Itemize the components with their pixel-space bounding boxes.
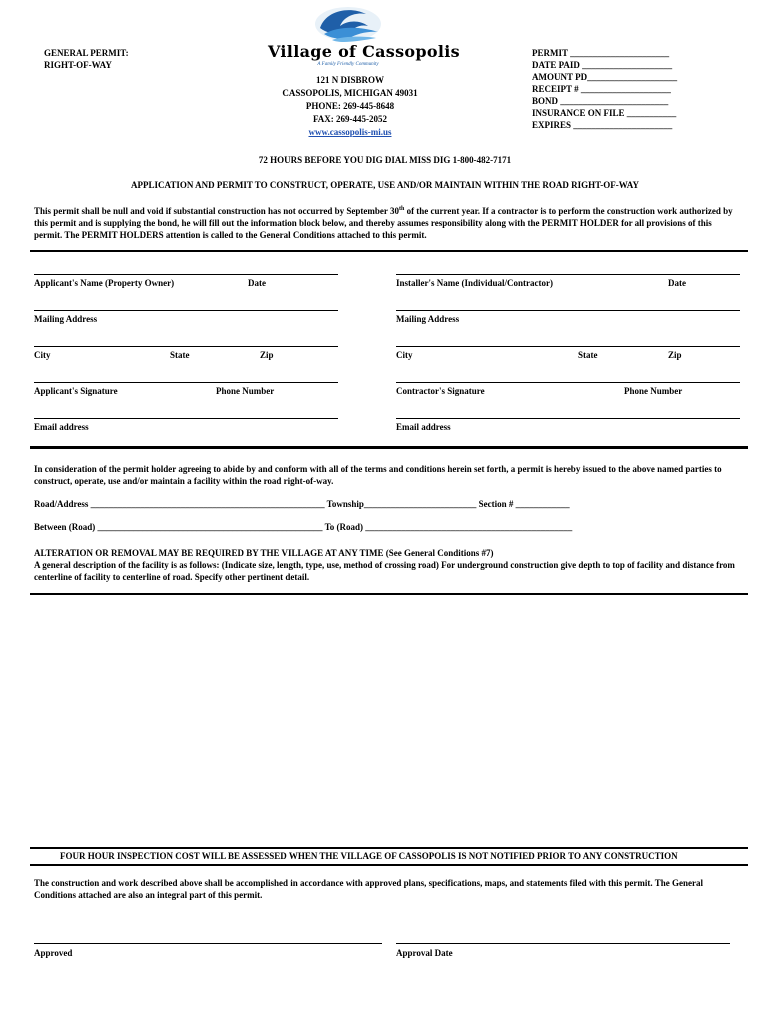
facility-description-instructions: A general description of the facility is as follows: (Indicate size, length, type, use, method of crossing road) For underground construction give depth to top of facility and distance from centerline of facility to centerline of road. Specify other pertinent detail. [34,560,735,582]
expires-field[interactable]: EXPIRES ______________________ [532,120,673,130]
miss-dig-notice: 72 HOURS BEFORE YOU DIG DIAL MISS DIG 1-800-482-7171 [258,155,512,165]
phone-number: PHONE: 269-445-8648 [305,101,395,111]
applicant-name-line[interactable] [34,274,338,275]
approved-line[interactable] [34,943,382,944]
approval-date-label: Approval Date [396,948,453,958]
alteration-notice: ALTERATION OR REMOVAL MAY BE REQUIRED BY THE VILLAGE AT ANY TIME (See General Conditions #7) [34,548,494,558]
amount-paid-field[interactable]: AMOUNT PD____________________ [532,72,678,82]
approval-date-line[interactable] [396,943,730,944]
permit-number-field[interactable]: PERMIT ______________________ [532,48,670,58]
fax-number: FAX: 269-445-2052 [312,114,388,124]
applicant-name-label: Applicant's Name (Property Owner) [34,278,175,288]
address-line2: CASSOPOLIS, MICHIGAN 49031 [282,88,418,98]
applicant-mailing-line[interactable] [34,310,338,311]
installer-email-label: Email address [396,422,451,432]
applicant-zip-label: Zip [260,350,274,360]
applicant-email-line[interactable] [34,418,338,419]
village-tagline: A Family Friendly Community [317,62,379,67]
installer-date-label: Date [668,278,686,288]
consideration-paragraph: In consideration of the permit holder agreeing to abide by and conform with all of the terms and conditions herein set forth, a permit is hereby issued to the above named parties to construct, operate, use and/or maintain a facility within the road right-of-way. [34,464,722,486]
village-logo [268,4,460,72]
address-line1: 121 N DISBROW [315,75,384,85]
permit-type-line1: GENERAL PERMIT: [44,48,129,58]
installer-name-label: Installer's Name (Individual/Contractor) [396,278,553,288]
applicant-city-line[interactable] [34,346,338,347]
installer-state-label: State [578,350,598,360]
applicant-date-label: Date [248,278,266,288]
divider-middle [30,446,748,449]
divider-inspection [30,847,748,849]
installer-mailing-line[interactable] [396,310,740,311]
receipt-field[interactable]: RECEIPT # ____________________ [532,84,671,94]
intro-paragraph: This permit shall be null and void if substantial construction has not occurred by September 30th of the current year. If a contractor is to perform the construction work authorized by this permit and is supplying the bond, he will fill out the information block below, and thereby assumes responsibility along with the PERMIT HOLDER for all provisions of this permit. The PERMIT HOLDERS attention is called to the General Conditions attached to this permit. [34,206,733,240]
closing-paragraph: The construction and work described above shall be accomplished in accordance with approved plans, specifications, maps, and statements filed with this permit. The General Conditions attached are also an integral part of this permit. [34,878,703,900]
applicant-signature-label: Applicant's Signature [34,386,118,396]
installer-phone-label: Phone Number [624,386,683,396]
date-paid-field[interactable]: DATE PAID ____________________ [532,60,673,70]
office-use-fields [532,47,677,131]
inspection-notice: FOUR HOUR INSPECTION COST WILL BE ASSESSED WHEN THE VILLAGE OF CASSOPOLIS IS NOT NOTIFIED PRIOR TO ANY CONSTRUCTION [60,851,678,861]
installer-signature-label: Contractor's Signature [396,386,485,396]
bond-field[interactable]: BOND ________________________ [532,96,669,106]
divider-top [30,250,748,252]
applicant-email-label: Email address [34,422,89,432]
road-address-line[interactable]: Road/Address ____________________________________________________ Township_________________________ Section # ____________ [34,499,570,509]
between-road-line[interactable]: Between (Road) __________________________________________________ To (Road) ______________________________________________ [34,522,573,532]
approved-label: Approved [34,948,73,958]
installer-zip-label: Zip [668,350,682,360]
permit-type [44,47,129,71]
installer-name-line[interactable] [396,274,740,275]
form-title: APPLICATION AND PERMIT TO CONSTRUCT, OPERATE, USE AND/OR MAINTAIN WITHIN THE ROAD RIGHT-OF-WAY [131,180,639,190]
applicant-phone-label: Phone Number [216,386,275,396]
applicant-mailing-label: Mailing Address [34,314,98,324]
installer-city-line[interactable] [396,346,740,347]
facility-description-area[interactable] [34,593,740,845]
website-link[interactable]: www.cassopolis-mi.us [308,127,392,137]
applicant-signature-line[interactable] [34,382,338,383]
installer-city-label: City [396,350,413,360]
divider-inspection-bottom [30,864,748,866]
installer-signature-line[interactable] [396,382,740,383]
applicant-state-label: State [170,350,190,360]
installer-email-line[interactable] [396,418,740,419]
insurance-field[interactable]: INSURANCE ON FILE ___________ [532,108,677,118]
installer-mailing-label: Mailing Address [396,314,460,324]
permit-type-line2: RIGHT-OF-WAY [44,60,112,70]
village-contact [250,74,450,139]
village-name: Village of Cassopolis [268,42,460,61]
applicant-city-label: City [34,350,51,360]
